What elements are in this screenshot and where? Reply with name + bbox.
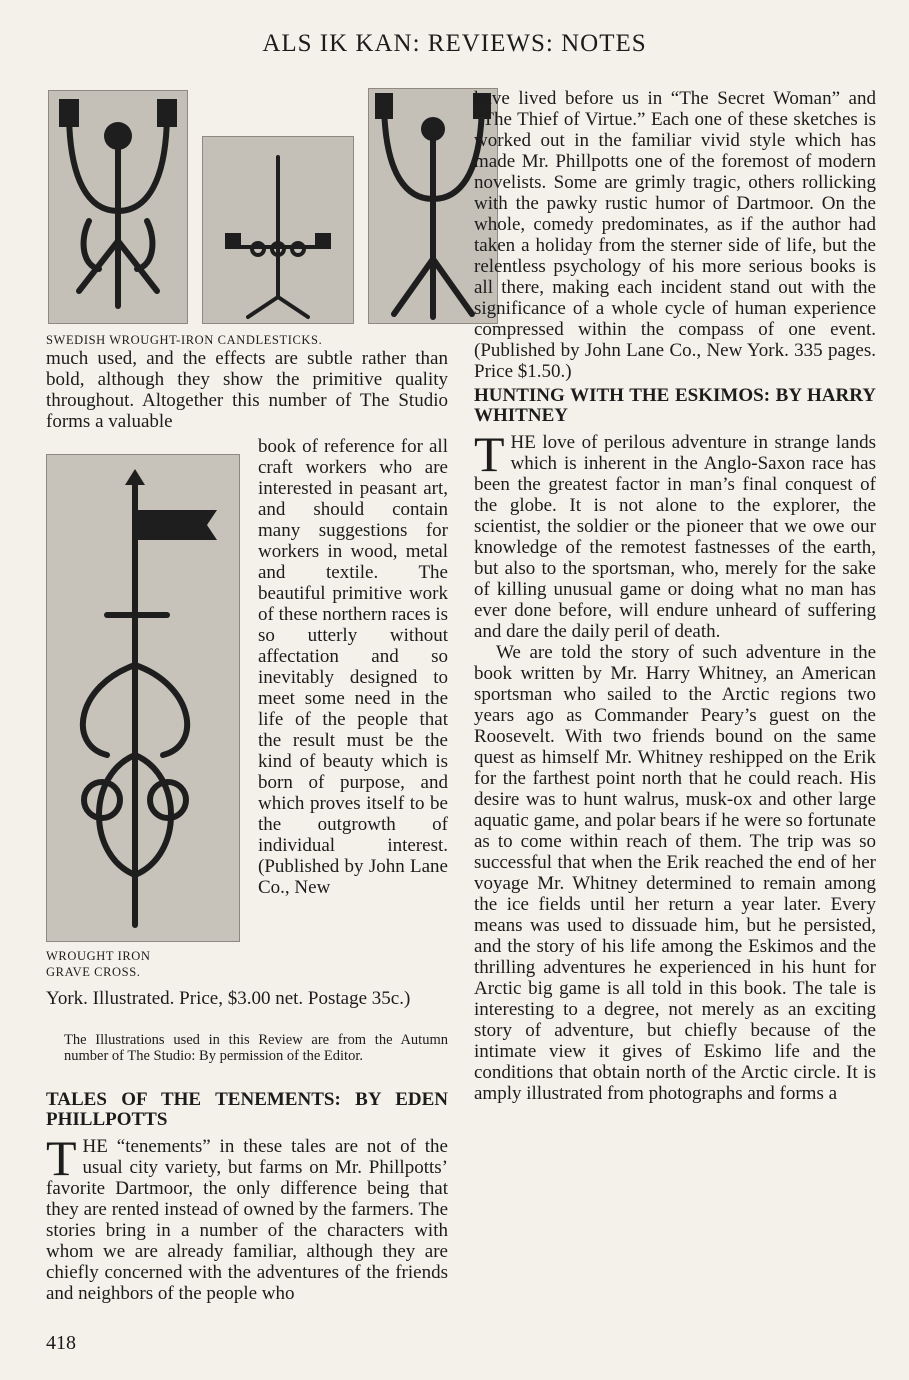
left-para-top — [46, 348, 448, 432]
tales-review — [46, 1086, 448, 1304]
grave-cross-caption-line1: WROUGHT IRON — [46, 949, 151, 963]
left-para-wrap — [258, 436, 448, 898]
tales-heading: TALES OF THE TENEMENTS: BY EDEN PHILLPOTTS — [46, 1089, 448, 1130]
tales-dropcap: T — [46, 1130, 77, 1186]
candlesticks-caption: SWEDISH WROUGHT-IRON CANDLESTICKS. — [46, 333, 323, 347]
illustration-credit — [64, 1032, 448, 1064]
left-para-top-text: much used, and the effects are subtle rather than bold, although they show the primitive quality throughout. Altogether this number of The Studio forms a valuable — [46, 348, 448, 432]
hunting-heading: HUNTING WITH THE ESKIMOS: BY HARRY WHITNEY — [474, 385, 876, 426]
right-column — [474, 88, 876, 1104]
page-number: 418 — [46, 1332, 76, 1354]
hunting-para-1: HE love of perilous adventure in strange lands which is inherent in the Anglo-Saxon race has been the greatest factor in man’s final conquest of the globe. It is not alone to the explorer, the scientist, the soldier or the pioneer that we owe our knowledge of the remotest fastnesses of the earth, but also to the sportsman, who, merely for the sake of killing unusual game or doing what no man has ever done before, will endure unheard of suffering and dare the daily peril of death. — [474, 432, 876, 642]
right-para-top: have lived before us in “The Secret Woman” and “The Thief of Virtue.” Each one of these sketches is worked out in the familiar vivid style which has made Mr. Phillpotts one of the foremost of modern novelists. Some are grimly tragic, others rollicking with the pawky rustic humor of Dartmoor. On the whole, comedy predominates, as if the author had taken a holiday from the sterner side of life, but the relentless psychology of his more serious books is all there, making each incident stand out with the significance of a whole cycle of human experience compressed within the compass of one event. (Published by John Lane Co., New York. 335 pages. Price $1.50.) — [474, 88, 876, 382]
candlestick-left-figure — [49, 91, 187, 323]
left-para-end — [46, 988, 448, 1009]
tales-body: HE “tenements” in these tales are not of the usual city variety, but farms on Mr. Phillpotts’ favorite Dartmoor, the only difference being that they are rented instead of owned by the farmers. The stories bring in a number of the characters with whom we are already familiar, although they are chiefly concerned with the adventures of the friends and neighbors of the people who — [46, 1136, 448, 1304]
candlestick-photo-middle — [202, 136, 354, 324]
left-para-end-text: York. Illustrated. Price, $3.00 net. Postage 35c.) — [46, 988, 411, 1009]
left-para-wrap-text: book of reference for all craft workers who are interested in peasant art, and should contain many suggestions for workers in wood, metal and textile. The beautiful primitive work of these northern races is so utterly without affectation and so inevitably designed to meet some need in the life of the people that the result must be the kind of beauty which is born of purpose, and which proves itself to be the outgrowth of individual interest. (Published by John Lane Co., New — [258, 436, 448, 898]
grave-cross-caption — [46, 948, 151, 980]
hunting-dropcap: T — [474, 426, 505, 482]
hunting-para-2: We are told the story of such adventure in the book written by Mr. Harry Whitney, an American sportsman who sailed to the Arctic regions two years ago as Commander Peary’s guest on the Roosevelt. With two friends bound on the same quest as himself Mr. Whitney reshipped on the Erik for the farthest point north that he could reach. His desire was to hunt walrus, musk-ox and other large aquatic game, and polar bears if he were so fortunate as to come within reach of them. The trip was so successful that when the Erik reached the end of her voyage Mr. Whitney determined to remain among the ice fields until her return a year later. Every means was used to dissuade him, but he persisted, and the story of his life among the Eskimos and the thrilling adventures he experienced in his hunt for Arctic big game is all told in this book. The tale is interesting to a degree, not merely as an exciting story of adventure, but chiefly because of the intimate view it gives of Eskimo life and the conditions that obtain north of the Arctic circle. It is amply illustrated from photographs and forms a — [474, 642, 876, 1104]
candlestick-middle-figure — [203, 137, 353, 323]
running-header: ALS IK KAN: REVIEWS: NOTES — [262, 30, 647, 57]
illustration-credit-text: The Illustrations used in this Review are from the Autumn number of The Studio: By permission of the Editor. — [64, 1032, 448, 1064]
grave-cross-caption-line2: GRAVE CROSS. — [46, 965, 141, 979]
grave-cross-photo — [46, 454, 240, 942]
grave-cross-figure — [47, 455, 239, 941]
candlestick-photo-left — [48, 90, 188, 324]
